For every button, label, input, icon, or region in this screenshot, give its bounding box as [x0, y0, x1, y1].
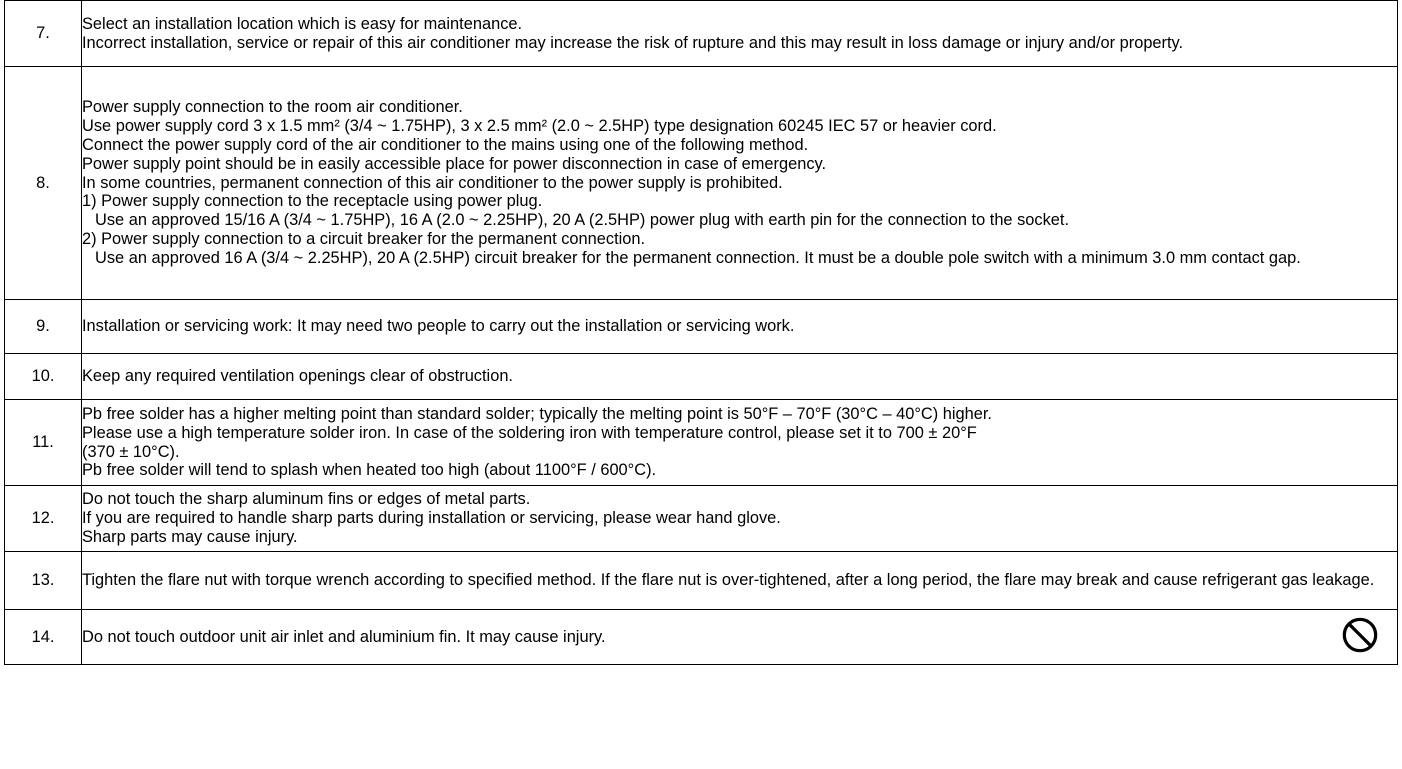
row-number: 7.	[5, 1, 82, 67]
safety-precautions-table	[4, 0, 1398, 769]
row-line: Do not touch outdoor unit air inlet and aluminium fin. It may cause injury.	[82, 627, 606, 646]
row-number: 14.	[5, 610, 82, 665]
row-line: Keep any required ventilation openings clear of obstruction.	[82, 367, 513, 386]
row-number: 9.	[5, 300, 82, 354]
row-text	[82, 354, 1398, 400]
row-text	[82, 486, 1398, 552]
row-text	[82, 400, 1398, 486]
row-number: 8.	[5, 67, 82, 300]
row-line: Sharp parts may cause injury.	[82, 527, 298, 546]
row-number: 13.	[5, 552, 82, 610]
table-row-11	[5, 400, 1398, 486]
table-row-9	[5, 300, 1398, 354]
row-line: If you are required to handle sharp parts during installation or servicing, please wear hand glove.	[82, 509, 781, 528]
row-text	[82, 1, 1398, 67]
row-line: Tighten the flare nut with torque wrench according to specified method. If the flare nut is over-tightened, after a long period, the flare may break and cause refrigerant gas leakage.	[82, 571, 1375, 590]
row-line: 2) Power supply connection to a circuit breaker for the permanent connection.	[82, 230, 646, 249]
row-text	[82, 552, 1398, 610]
row-line: Use power supply cord 3 x 1.5 mm² (3/4 ~ 1.75HP), 3 x 2.5 mm² (2.0 ~ 2.5HP) type designation 60245 IEC 57 or heavier cord.	[82, 116, 997, 135]
row-line: Incorrect installation, service or repair of this air conditioner may increase the risk of rupture and this may result in loss damage or injury and/or property.	[82, 33, 1184, 52]
row-line: Use an approved 15/16 A (3/4 ~ 1.75HP), 16 A (2.0 ~ 2.25HP), 20 A (2.5HP) power plug with earth pin for the connection to the socket.	[95, 211, 1070, 230]
row-line: Use an approved 16 A (3/4 ~ 2.25HP), 20 A (2.5HP) circuit breaker for the permanent connection. It must be a double pole switch with a minimum 3.0 mm contact gap.	[95, 249, 1301, 268]
prohibition-icon	[1341, 616, 1379, 654]
instruction-table	[4, 0, 1398, 665]
row-line: Pb free solder has a higher melting point than standard solder; typically the melting point is 50°F – 70°F (30°C – 40°C) higher.	[82, 404, 992, 423]
row-line: Pb free solder will tend to splash when heated too high (about 1100°F / 600°C).	[82, 461, 657, 480]
table-row-8	[5, 67, 1398, 300]
row-line: (370 ± 10°C).	[82, 442, 180, 461]
row-line: Connect the power supply cord of the air conditioner to the mains using one of the following method.	[82, 135, 809, 154]
row-number: 10.	[5, 354, 82, 400]
table-row-12	[5, 486, 1398, 552]
row-line: 1) Power supply connection to the receptacle using power plug.	[82, 192, 543, 211]
row-line: Select an installation location which is easy for maintenance.	[82, 14, 523, 33]
row-text	[82, 610, 1398, 665]
table-row-13	[5, 552, 1398, 610]
row-number: 12.	[5, 486, 82, 552]
row-line: Installation or servicing work: It may need two people to carry out the installation or servicing work.	[82, 317, 795, 336]
table-row-10	[5, 354, 1398, 400]
table-row-14	[5, 610, 1398, 665]
row-number: 11.	[5, 400, 82, 486]
row-line: Power supply connection to the room air conditioner.	[82, 97, 463, 116]
row-line: Please use a high temperature solder iron. In case of the soldering iron with temperature control, please set it to 700 ± 20°F	[82, 423, 977, 442]
row-line: Do not touch the sharp aluminum fins or edges of metal parts.	[82, 490, 531, 509]
row-line: In some countries, permanent connection of this air conditioner to the power supply is prohibited.	[82, 173, 783, 192]
row-text	[82, 67, 1398, 300]
row-text	[82, 300, 1398, 354]
table-row-7	[5, 1, 1398, 67]
row-line: Power supply point should be in easily accessible place for power disconnection in case of emergency.	[82, 154, 827, 173]
